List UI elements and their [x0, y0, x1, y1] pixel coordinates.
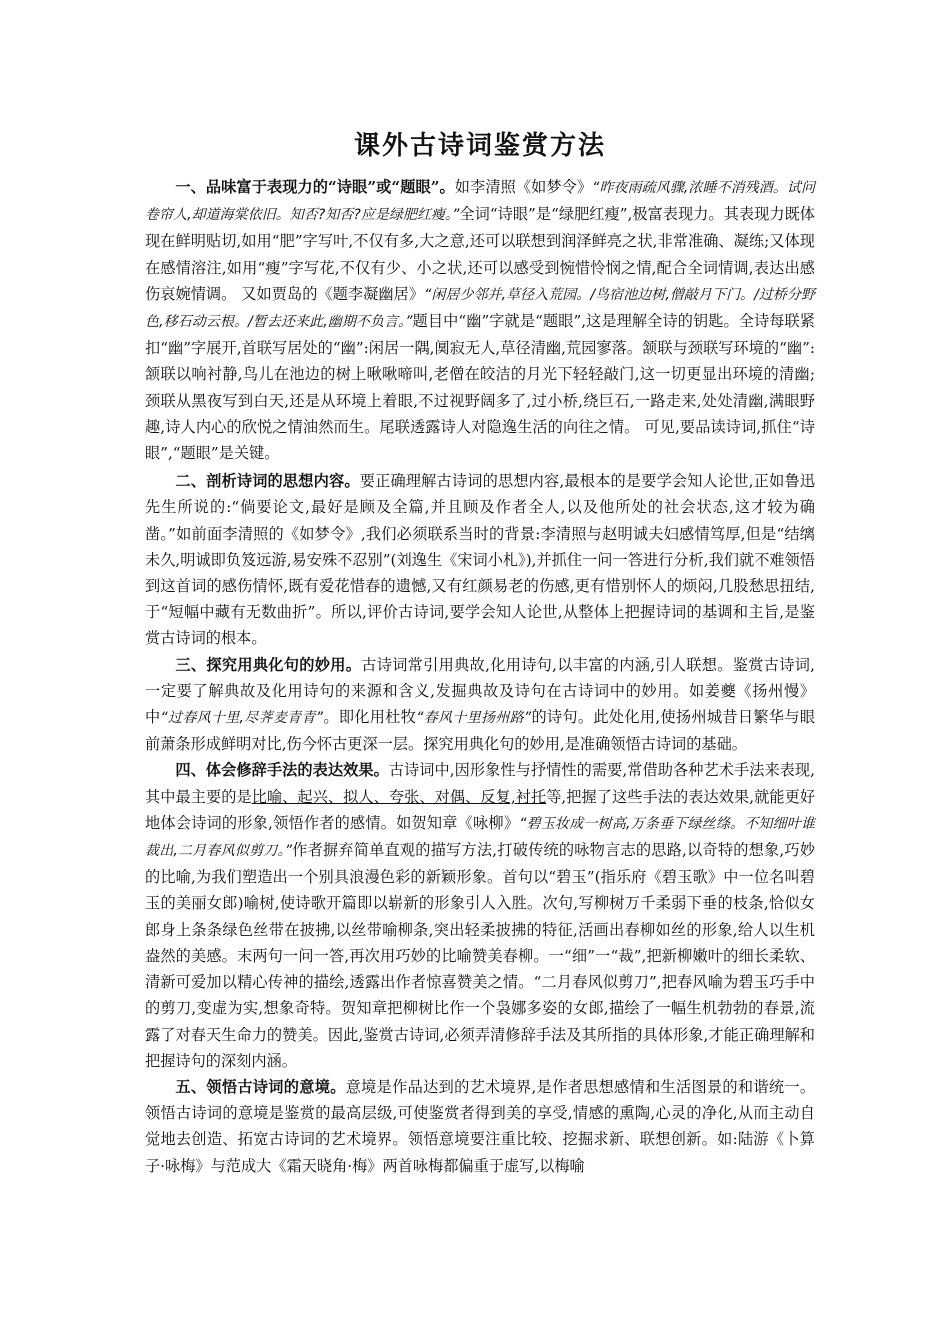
- section-1-paragraph: [145, 174, 815, 466]
- section-3-text-3: 的诗句。此处化用,使扬州城昔日繁华与眼前萧条形成鲜明对比,伤今怀古更深一层。探究用典化句的妙用,是准确领悟古诗词的基础。: [145, 708, 816, 754]
- section-2-text-1: 要正确理解古诗词的思想内容,最根本的是要学会知人论世,正如鲁迅先生所说的:“倘要论文,最好是顾及全篇,并且顾及作者全人,以及他所处的社会状态,这才较为确凿。”如前面李清照的《如梦令》,我们必须联系当时的背景:李清照与赵明诚夫妇感情笃厚,但是“结缡 未久,明诚即负笈远游,易安殊不忍别”(刘逸生《宋词小札》),并抓住一问一答进行分析,我们就不难领悟到这首词的感伤情怀,既有爱花惜春的遗憾,又有红颜易老的伤感,更有惜别怀人的烦闷,几股愁思扭结,于“短幅中藏有无数曲折”。所以,评价古诗词,要学会知人论世,从整体上把握诗词的基调和主旨,是鉴赏古诗词的根本。: [145, 472, 816, 648]
- section-1-text-1: 如李清照《如梦令》: [454, 178, 593, 196]
- section-4-text-1: 古诗词中,因形象性与抒情性的需要,常借助各种艺术手法来表现,其中最主要的是: [145, 761, 816, 806]
- section-1-text-2: 全词“诗眼”是“绿肥红瘦”,极富表现力。其表现力既体现在鲜明贴切,如用“肥”字写叶,不仅有多,大之意,还可以联想到润泽鲜亮之状,非常准确、凝练;又体现在感情溶注,如用“瘦”字写花,不仅有少、小之状,还可以感受到惋惜怜悯之情,配合全词情调,表达出感伤哀婉情调。 又如贾岛的《题李凝幽居》: [145, 205, 815, 303]
- section-5-text-1: 意境是作品达到的艺术境界,是作者思想感情和生活图景的和谐统一。领悟古诗词的意境是鉴赏的最高层级,可使鉴赏者得到美的享受,情感的熏陶,心灵的净化,从而主动自觉地去创造、拓宽古诗词的艺术境界。领悟意境要注重比较、挖掘求新、联想创新。如:陆游《卜算子·咏梅》与范成大《霜天晓角·梅》两首咏梅都偏重于虚写,以梅喻: [145, 1077, 816, 1175]
- document-page: [145, 126, 815, 1179]
- section-4-paragraph: [145, 757, 815, 1073]
- section-4-text-2: 等,把握了这些手法的表达效果,就能更好地体会诗词的形象,领悟作者的感情。如贺知章《咏柳》: [145, 787, 816, 832]
- section-3-paragraph: [145, 652, 815, 758]
- section-3-text-2: 。即化用杜牧: [323, 708, 417, 727]
- section-1-text-3: 题目中“幽”字就是“题眼”,这是理解全诗的钥匙。全诗每联紧扣“幽”字展开,首联写居处的“幽”:闲居一隅,阒寂无人,草径清幽,荒园寥落。颔联与颈联写环境的“幽”:颔联以响衬静,鸟儿在池边的树上啾啾啼叫,老僧在皎洁的月光下轻轻敲门,这一切更显出环境的清幽;颈联从黑夜写到白天,还是从环境上着眼,不过视野阔多了,过小桥,绕巨石,一路走来,处处清幽,满眼野趣,诗人内心的欣悦之情油然而生。尾联透露诗人对隐逸生活的向往之情。 可见,要品读诗词,抓住“诗眼”,“题眼”是关键。: [145, 312, 816, 463]
- section-4-heading: 四、体会修辞手法的表达效果。: [175, 761, 389, 780]
- section-3-heading: 三、探究用典化句的妙用。: [175, 655, 362, 674]
- section-2-paragraph: [145, 468, 815, 651]
- section-1-poem-1: “昨夜雨疏风骤,浓睡不消残酒。试问卷帘人,却道海棠依旧。知否?知否?应是绿肥红瘦。”: [145, 180, 816, 224]
- section-1-heading: 一、品味富于表现力的“诗眼”或“题眼”。: [175, 178, 455, 196]
- section-3-poem-2: “春风十里扬州路”: [416, 710, 532, 727]
- section-4-poem-1: “碧玉妆成一树高,万条垂下绿丝绦。不知细叶谁裁出,二月春风似剪刀。”: [145, 815, 815, 860]
- document-title: 课外古诗词鉴赏方法: [353, 131, 606, 161]
- section-1-poem-2: “闲居少邻并,草径入荒园。/鸟宿池边树,僧敲月下门。/过桥分野色,移石动云根。/暂去还来此,幽期不负言。”: [145, 286, 815, 331]
- section-5-paragraph: [145, 1074, 815, 1179]
- section-2-heading: 二、剖析诗词的思想内容。: [175, 472, 360, 491]
- section-5-heading: 五、领悟古诗词的意境。: [175, 1077, 346, 1096]
- section-3-text-1: 古诗词常引用典故,化用诗句,以丰富的内涵,引人联想。鉴赏古诗词,一定要了解典故及化用诗句的来源和含义,发掘典故及诗句在古诗词中的妙用。如姜夔《扬州慢》中: [145, 655, 816, 727]
- section-4-text-3: 作者摒弃简单直观的描写方法,打破传统的咏物言志的思路,以奇特的想象,巧妙的比喻,为我们塑造出一个别具浪漫色彩的新颖形象。首句以“碧玉”(指乐府《碧玉歌》中一位名叫碧玉的美丽女郎)喻树,使诗歌开篇即以崭新的形象引人入胜。次句,写柳树万千柔弱下垂的枝条,恰似女郎身上条条绿色丝带在披拂,以丝带喻柳条,突出轻柔披拂的特征,活画出春柳如丝的形象,给人以生机盎然的美感。末两句一问一答,再次用巧妙的比喻赞美春柳。一“细”一“裁”,把新柳嫩叶的细长柔软、清新可爱加以精心传神的描绘,透露出作者惊喜赞美之情。“二月春风似剪刀”,把春风喻为碧玉巧手中的剪刀,变虚为实,想象奇特。贺知章把柳树比作一个袅娜多姿的女郎,描绘了一幅生机勃勃的春景,流露了对春天生命力的赞美。因此,鉴赏古诗词,必须弄清修辞手法及其所指的具体形象,才能正确理解和把握诗句的深刻内涵。: [145, 841, 816, 1070]
- section-4-underlined-devices: 比喻、起兴、拟人、夸张、对偶、反复,衬托: [251, 787, 547, 806]
- section-3-poem-1: “过春风十里,尽荠麦青青”: [160, 710, 324, 727]
